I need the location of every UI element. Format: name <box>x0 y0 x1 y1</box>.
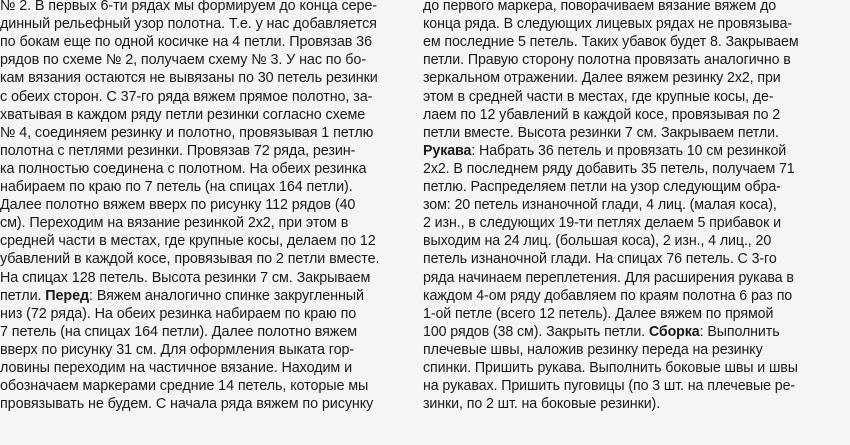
text-line <box>423 395 660 413</box>
text-run: зом: 20 петель изнаночной глади, 4 лиц. (малая коса), <box>423 197 777 214</box>
text-run: хватывая в каждом ряду петли резинки согласно схеме <box>0 106 366 123</box>
text-run: рядов по схеме № 2, получаем схему № 3. У нас по бо- <box>0 52 367 69</box>
text-run: : Вяжем аналогично спинке закругленный <box>89 287 364 304</box>
text-run: лаем по 12 убавлений в каждой косе, провязывая по 2 <box>423 106 781 123</box>
text-line <box>423 341 763 359</box>
text-run: петель изнаночной глади. На спицах 76 петель. С 3-го <box>423 251 777 268</box>
text-run: низ (72 ряда). На обеих резинка набираем по краю по <box>0 305 357 322</box>
text-run: На спицах 128 петель. Высота резинки 7 см. Закрываем <box>0 269 371 286</box>
text-run: динный рельефный узор полотна. Т.е. у нас добавляется <box>0 16 377 33</box>
text-run: 1-ой петле (всего 12 петель). Далее вяжем по прямой <box>423 305 774 322</box>
text-line <box>0 33 372 51</box>
text-line <box>423 160 795 178</box>
text-run: ряда начинаем переплетения. Для расширения рукава в <box>423 269 794 286</box>
text-line <box>0 269 370 287</box>
text-line <box>423 88 773 106</box>
text-run: спинки. Пришить рукава. Выполнить боковые швы и швы <box>423 360 798 376</box>
text-run: петли. Правую сторону полотна провязать аналогично в <box>423 52 791 69</box>
text-line <box>0 359 352 377</box>
text-line <box>423 323 780 341</box>
right-text-column <box>423 0 850 445</box>
text-run: на рукавах. Пришить пуговицы (по 3 шт. на плечевые ре- <box>423 378 796 395</box>
text-run: № 4, соединяем резинку и полотно, провязывая 1 петлю <box>0 124 374 141</box>
section-heading: Перед <box>45 287 90 304</box>
text-line <box>0 88 372 106</box>
text-line <box>423 33 799 51</box>
text-run: до первого маркера, поворачиваем вязание вяжем до <box>423 0 777 14</box>
text-line <box>0 305 356 323</box>
text-run: вверх по рисунку 31 см. Для оформления выката гор- <box>0 341 355 358</box>
text-line <box>0 142 355 160</box>
text-line <box>423 69 781 87</box>
text-line <box>0 124 373 142</box>
text-run: средней части в местах, где крупные косы, делаем по 12 <box>0 233 376 250</box>
text-run: полотна с петлями резинки. Провязав 72 ряда, резин- <box>0 142 356 159</box>
text-run: № 2. В первых 6-ти рядах мы формируем до конца сере- <box>0 0 377 14</box>
text-line <box>423 359 798 377</box>
text-line <box>0 214 348 232</box>
text-line <box>0 323 357 341</box>
text-run: петлю. Распределяем петли на узор следующим обра- <box>423 179 781 195</box>
text-run: зинки, по 2 шт. на боковые резинки). <box>423 396 661 413</box>
text-run: петли вместе. Высота резинки 7 см. Закрываем петли. <box>423 124 779 141</box>
text-run: выходим на 24 лиц. (большая коса), 2 изн., 4 лиц., 20 <box>423 233 772 250</box>
text-run: каждом 4-ом ряду добавляем по краям полотна 6 раз по <box>423 287 793 304</box>
text-line <box>423 142 786 160</box>
text-line <box>423 214 781 232</box>
text-run: ка полностью соединена с полотном. На обеих резинка <box>0 160 367 177</box>
text-run: убавлений в каждой косе, провязывая по 2 петли вместе. <box>0 251 380 268</box>
text-line <box>423 178 781 196</box>
text-line <box>0 160 366 178</box>
text-run: конца ряда. В следующих лицевых рядах не провязыва- <box>423 16 792 33</box>
text-line <box>0 0 377 15</box>
text-run: Далее полотно вяжем вверх по рисунку 112 рядов (40 <box>0 197 356 214</box>
text-run: петли. <box>0 287 46 304</box>
text-line <box>423 15 792 33</box>
text-line <box>0 377 368 395</box>
text-line <box>423 51 791 69</box>
text-line <box>423 124 779 142</box>
text-run: набираем по краю по 7 петель (на спицах 164 петли). <box>0 179 353 195</box>
text-line <box>423 196 777 214</box>
text-run: провязывать не будем. С начала ряда вяжем по рисунку <box>0 396 374 413</box>
text-line <box>423 269 794 287</box>
text-line <box>0 395 373 413</box>
text-run: 7 петель (на спицах 164 петли). Далее полотно вяжем <box>0 323 358 340</box>
text-run: ем последние 5 петель. Таких убавок будет 8. Закрываем <box>423 34 799 51</box>
text-line <box>0 51 366 69</box>
text-line <box>423 0 776 15</box>
text-run: 100 рядов (38 см). Закрыть петли. <box>423 323 649 340</box>
text-line <box>0 196 355 214</box>
text-line <box>423 250 777 268</box>
text-run: : Выполнить <box>699 323 780 340</box>
text-run: по бокам еще по одной косичке на 4 петли. Провязав 36 <box>0 34 372 51</box>
text-line <box>423 377 795 395</box>
text-line <box>0 287 364 305</box>
text-run: этом в средней части в местах, где крупные косы, де- <box>423 88 774 105</box>
text-run: 2 изн., в следующих 19-ти петлях делаем 5 прибавок и <box>423 215 781 232</box>
text-run: см). Переходим на вязание резинкой 2х2, при этом в <box>0 215 349 232</box>
text-line <box>0 232 376 250</box>
text-line <box>0 69 378 87</box>
text-line <box>0 178 353 196</box>
text-run: : Набрать 36 петель и провязать 10 см резинкой <box>471 142 787 159</box>
text-run: зеркальном отражении. Далее вяжем резинку 2х2, при <box>423 70 781 87</box>
text-run: обозначаем маркерами средние 14 петель, которые мы <box>0 378 369 395</box>
text-run: с обеих сторон. С 37-го ряда вяжем прямое полотно, за- <box>0 88 373 105</box>
text-line <box>0 106 365 124</box>
section-heading: Рукава <box>423 142 472 159</box>
text-run: плечевые швы, наложив резинку переда на резинку <box>423 341 763 358</box>
text-run: кам вязания остаются не вывязаны по 30 петель резинки <box>0 70 378 87</box>
text-line <box>0 341 354 359</box>
section-heading: Сборка <box>648 323 700 340</box>
text-line <box>423 232 771 250</box>
text-run: ловины переходим на частичное вязание. Находим и <box>0 360 353 376</box>
text-line <box>423 106 780 124</box>
text-line <box>423 287 792 305</box>
text-line <box>423 305 773 323</box>
text-run: 2х2. В последнем ряду добавить 35 петель, получаем 71 <box>423 160 795 177</box>
text-line <box>0 15 377 33</box>
left-text-column <box>0 0 412 445</box>
text-line <box>0 250 379 268</box>
